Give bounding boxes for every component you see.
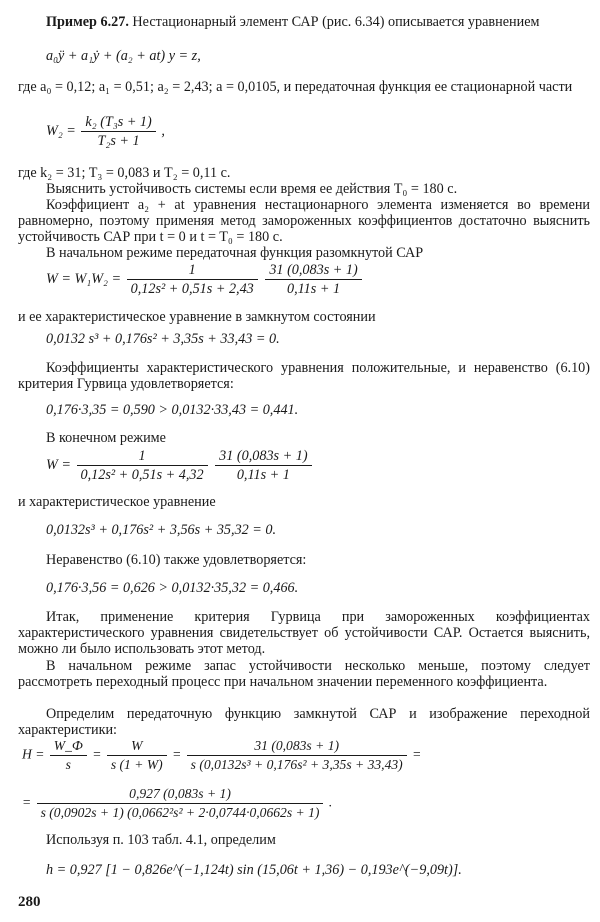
w-open-final-fraction-2: [215, 448, 311, 483]
example-intro: [18, 14, 590, 30]
denominator: 0,12s² + 0,51s + 4,32: [80, 467, 204, 483]
example-text: Нестационарный элемент САР (рис. 6.34) описывается уравнением: [132, 14, 540, 30]
w2-tail: ,: [161, 122, 165, 139]
denominator: s: [65, 757, 71, 772]
w-open-final-fraction-1: [77, 448, 208, 483]
define-text: Определим передаточную функцию замкнутой САР и изображение переходной характеристики:: [18, 706, 590, 738]
parameters-text-2: где k₂ = 31; T₃ = 0,083 и T₂ = 0,11 с.: [18, 165, 231, 181]
w-open-final-equation: [46, 448, 314, 483]
closed-loop-equation-2: [22, 786, 332, 821]
task-text: Выяснить устойчивость системы если время ее действия T₀ = 180 с.: [46, 181, 458, 197]
denominator: s (0,0132s³ + 0,176s² + 3,35s + 33,43): [190, 757, 403, 772]
char-equation-final: 0,0132s³ + 0,176s² + 3,56s + 35,32 = 0.: [46, 522, 277, 538]
w-open-initial-fraction-2: [265, 262, 361, 297]
method-text: Коэффициент a₂ + at уравнения нестационарного элемента изменяется во времени равномерно, поэтому применяя метод замороженных коэффициентов достаточно выяснить устойчивость САР при t = 0 и t = T₀ = 180 с.: [18, 197, 590, 245]
h2-lhs: =: [22, 794, 32, 810]
differential-equation: a₀ÿ + a₁ẏ + (a₂ + at) y = z,: [46, 48, 201, 64]
conclusion-text: Итак, применение критерия Гурвица при замороженных коэффициентах характеристического уравнения свидетельствует об устойчивости САР. Остается выяснить, можно ли было использовать этот метод.: [18, 609, 590, 657]
inequality-initial: 0,176·3,35 = 0,590 > 0,0132·33,43 = 0,441.: [46, 402, 299, 418]
stability-margin-text: В начальном режиме запас устойчивости несколько меньше, поэтому следует рассмотреть переходный процесс при начальном значении переменного коэффициента.: [18, 658, 590, 690]
w2-lhs: W₂ =: [46, 122, 76, 139]
denominator: s (1 + W): [110, 757, 163, 772]
final-mode-text: В конечном режиме: [46, 430, 166, 446]
w2-equation: [46, 114, 165, 149]
numerator: 31 (0,083s + 1): [265, 262, 361, 280]
w-open-initial-equation: [46, 262, 364, 297]
numerator: 31 (0,083s + 1): [187, 738, 407, 756]
closed-loop-equation: H = $\frac{W\_Ф}{s}$ = $\frac{W}{s (1 + W)}$ = $\frac{31 (0,083s + 1)}{\text{s (0,0132s³ + 0,176s² + 3,35s + 33,43)}}$ =: [22, 738, 422, 772]
transient-response-equation: h = 0,927 [1 − 0,826e^(−1,124t) sin (15,06t + 1,36) − 0,193e^(−9,09t)].: [46, 862, 462, 878]
parameters-text: где a₀ = 0,12; a₁ = 0,51; a₂ = 2,43; a = 0,0105, и передаточная функция ее стационарной части: [18, 79, 573, 95]
denominator: s (0,0902s + 1) (0,0662²s² + 2·0,0744·0,0662s + 1): [40, 805, 320, 820]
w2-fraction: [81, 114, 155, 149]
inequality-text: Неравенство (6.10) также удовлетворяется:: [46, 552, 307, 568]
char-equation-initial: 0,0132 s³ + 0,176s² + 3,35s + 33,43 = 0.: [46, 331, 280, 347]
example-label: Пример 6.27.: [46, 14, 129, 30]
w2-numerator: k₂ (T₃s + 1): [81, 114, 155, 132]
h-tail: =: [412, 746, 422, 762]
inequality-final: 0,176·3,56 = 0,626 > 0,0132·35,32 = 0,466.: [46, 580, 299, 596]
numerator: W_Ф: [50, 738, 87, 756]
numerator: 0,927 (0,083s + 1): [37, 786, 324, 804]
w2-denominator: T₂s + 1: [97, 133, 140, 149]
initial-mode-text: В начальном режиме передаточная функция разомкнутой САР: [46, 245, 424, 261]
page-number: 280: [18, 894, 41, 910]
char-intro-text-2: и характеристическое уравнение: [18, 494, 216, 510]
denominator: 0,11s + 1: [236, 467, 290, 483]
h2-fraction: [37, 786, 324, 821]
w-open-final-lhs: W =: [46, 456, 71, 473]
numerator: 31 (0,083s + 1): [215, 448, 311, 466]
denominator: 0,11s + 1: [286, 281, 341, 297]
numerator: 1: [77, 448, 208, 466]
h-lhs: H =: [22, 746, 45, 762]
h2-tail: .: [328, 794, 333, 810]
numerator: 1: [127, 262, 258, 280]
numerator: W: [107, 738, 167, 756]
h-fraction-1: [50, 738, 87, 773]
table-reference-text: Используя п. 103 табл. 4.1, определим: [46, 832, 276, 848]
w-open-initial-fraction-1: [127, 262, 258, 297]
h-fraction-2: [107, 738, 167, 773]
char-intro-text: и ее характеристическое уравнение в замкнутом состоянии: [18, 309, 376, 325]
h-fraction-3: [187, 738, 407, 773]
hurwitz-text: Коэффициенты характеристического уравнения положительные, и неравенство (6.10) критерия Гурвица удовлетворяется:: [18, 360, 590, 392]
denominator: 0,12s² + 0,51s + 2,43: [130, 281, 254, 297]
w-open-initial-lhs: W = W₁W₂ =: [46, 270, 122, 287]
